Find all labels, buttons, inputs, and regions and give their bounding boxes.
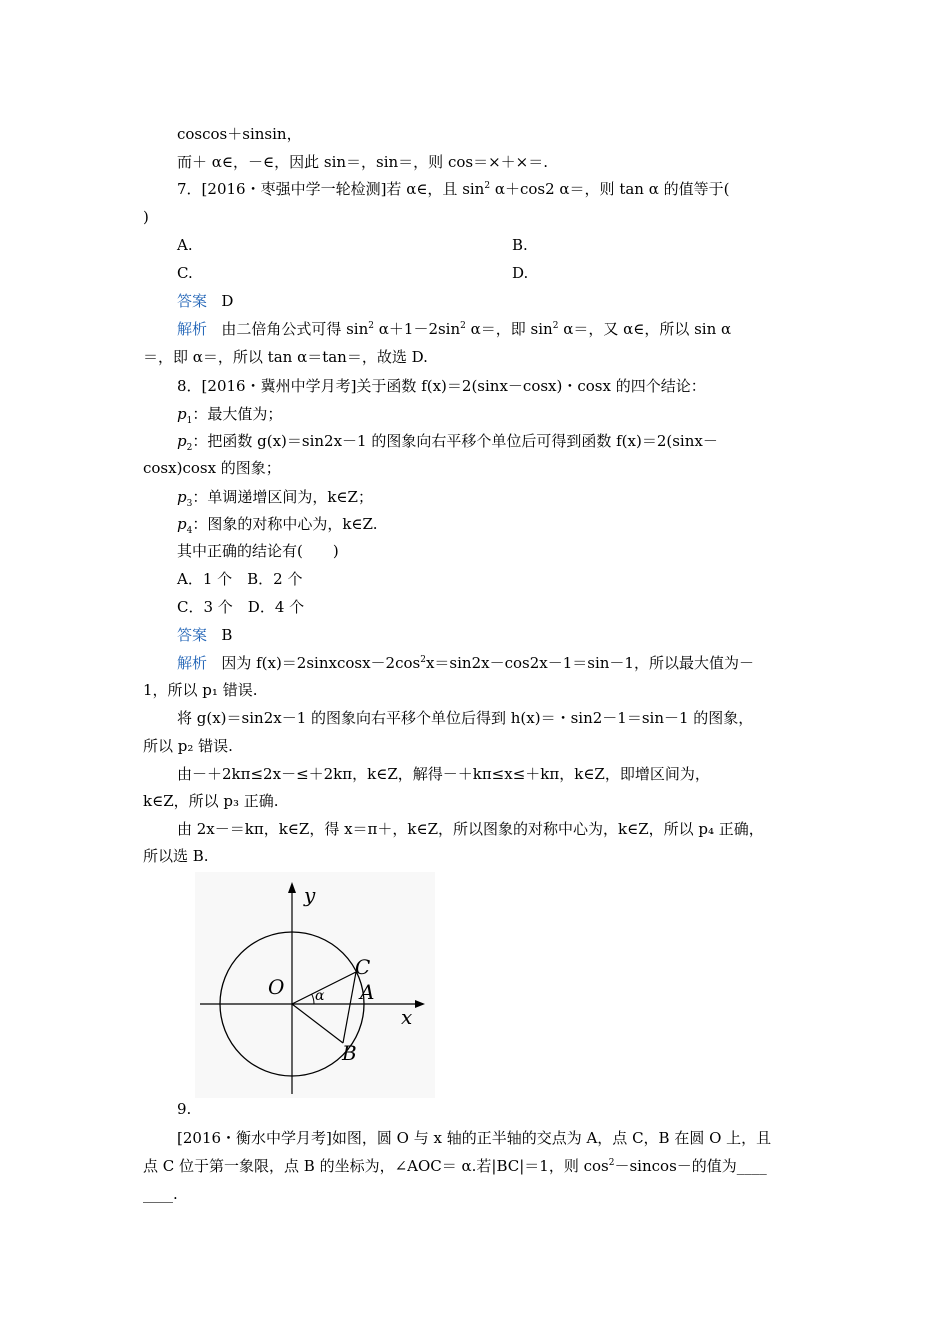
- segment-bc: [343, 972, 356, 1043]
- angle-arc: [312, 994, 314, 1004]
- option-a: A.: [177, 236, 193, 254]
- alpha-label: α: [315, 988, 325, 1004]
- option-b: B.: [512, 236, 528, 254]
- text-line: 1，所以 p₁ 错误.: [143, 681, 258, 699]
- segment-ob: [292, 1004, 343, 1043]
- solution-line: 解析 由二倍角公式可得 $\sin^2 \alpha+1-2\sin^2$ α＝，即 $\sin^2 \alpha=$，又 α∈，所以 sin α: [177, 320, 732, 338]
- text-line: 其中正确的结论有( ): [177, 542, 339, 560]
- text-line: ____.: [143, 1185, 178, 1203]
- point-a-label: A: [360, 980, 375, 1004]
- answer-line: 答案 D: [177, 292, 234, 310]
- answer-label: 答案: [177, 292, 208, 310]
- question-9: [2016・衡水中学月考]如图，圆 O 与 x 轴的正半轴的交点为 A，点 C，B 在圆 O 上，且: [177, 1129, 772, 1147]
- text-line: 所以 p₂ 错误.: [143, 737, 233, 755]
- text-line: 而＋ α∈，－∈，因此 sin＝，sin＝，则 cos＝×＋×＝.: [177, 153, 548, 171]
- options-ab: A．1 个 B．2 个: [177, 570, 303, 588]
- option-c: C.: [177, 264, 193, 282]
- options-cd: C．3 个 D．4 个: [177, 598, 305, 616]
- point-b-label: B: [342, 1041, 357, 1065]
- circle-figure: [195, 872, 435, 1098]
- text-line: ＝，即 α＝，所以 tan α＝tan＝，故选 D.: [143, 348, 428, 366]
- solution-line: 解析 因为 $f(x)=2sinxcosx-2\cos^2x=\sin 2x-\cos 2x-1=\sin-1$，所以最大值为－: [177, 654, 754, 672]
- question-9-number: 9.: [177, 1100, 192, 1118]
- question-7: 7．[2016・枣强中学一轮检测]若 α∈，且 $\sin^2 \alpha+\cos 2$ α＝，则 tan α 的值等于(: [177, 180, 730, 198]
- option-d: D.: [512, 264, 529, 282]
- text-line: 由 2x－＝kπ，k∈Z，得 x＝π＋，k∈Z，所以图象的对称中心为，k∈Z，所以 p₄ 正确，: [177, 820, 764, 838]
- text-line: ): [143, 208, 149, 226]
- y-axis-arrow-icon: [288, 882, 296, 893]
- text-line: cosx)cosx 的图象；: [143, 459, 281, 477]
- point-c-label: C: [355, 955, 371, 979]
- text-line: 所以选 B.: [143, 847, 209, 865]
- answer-line: 答案 B: [177, 626, 233, 644]
- statement-p2: $p_2$：把函数 g(x)＝sin2x－1 的图象向右平移个单位后可得到函数 f(x)＝2(sinx－: [177, 432, 718, 453]
- statement-p1: $p_1$：最大值为；: [177, 405, 283, 426]
- x-axis-label: x: [401, 1005, 413, 1029]
- unit-circle-diagram: [195, 872, 435, 1098]
- statement-p4: $p_4$：图象的对称中心为，k∈Z.: [177, 515, 378, 536]
- text-line: k∈Z，所以 p₃ 正确.: [143, 792, 279, 810]
- text-line: 点 C 位于第一象限，点 B 的坐标为，∠AOC＝ α.若|BC|＝1，则 $\cos^2-sincos-$的值为____: [143, 1157, 767, 1175]
- statement-p3: $p_3$：单调递增区间为，k∈Z；: [177, 488, 373, 509]
- answer-label: 答案: [177, 626, 208, 644]
- solution-label: 解析: [177, 320, 208, 338]
- solution-label: 解析: [177, 654, 208, 672]
- y-axis-label: y: [304, 883, 316, 907]
- question-8: 8．[2016・冀州中学月考]关于函数 f(x)＝2(sinx－cosx)・cosx 的四个结论：: [177, 377, 706, 395]
- origin-label: O: [268, 975, 285, 999]
- text-line: coscos＋sinsin，: [177, 125, 302, 143]
- x-axis-arrow-icon: [415, 1000, 425, 1008]
- text-line: 由－＋2kπ≤2x－≤＋2kπ，k∈Z，解得－＋kπ≤x≤＋kπ，k∈Z，即增区间为，: [177, 765, 710, 783]
- text-line: 将 g(x)＝sin2x－1 的图象向右平移个单位后得到 h(x)＝・sin2－1＝sin－1 的图象，: [177, 709, 754, 727]
